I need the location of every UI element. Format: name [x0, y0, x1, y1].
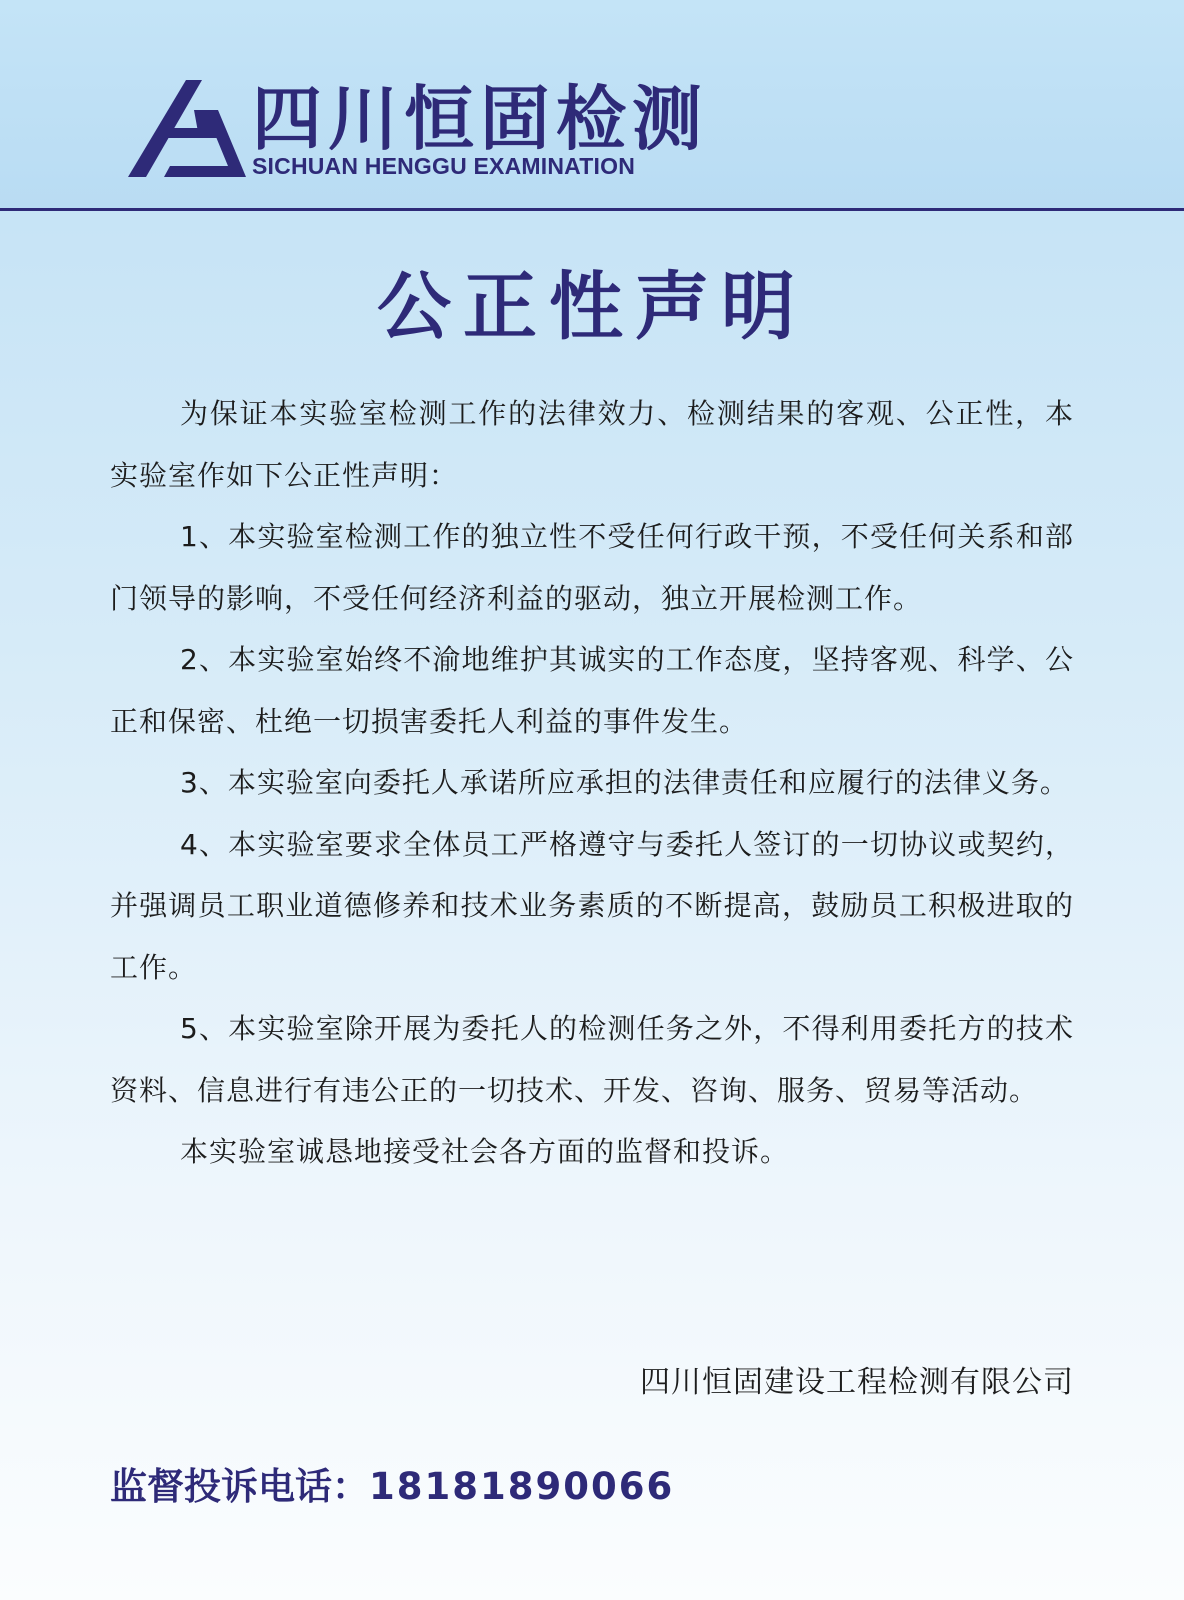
header-divider [0, 208, 1184, 211]
hg-logo-icon [128, 80, 246, 182]
intro-paragraph: 为保证本实验室检测工作的法律效力、检测结果的客观、公正性，本实验室作如下公正性声明： [110, 397, 1074, 492]
complaint-hotline [110, 1462, 674, 1512]
company-name-en: SICHUAN HENGGU EXAMINATION [252, 153, 636, 179]
statement-item: 5、本实验室除开展为委托人的检测任务之外，不得利用委托方的技术资料、信息进行有违公正的一切技术、开发、咨询、服务、贸易等活动。 [110, 1012, 1074, 1107]
statement-item: 2、本实验室始终不渝地维护其诚实的工作态度，坚持客观、科学、公正和保密、杜绝一切损害委托人利益的事件发生。 [110, 643, 1074, 738]
statement-item: 3、本实验室向委托人承诺所应承担的法律责任和应履行的法律义务。 [180, 766, 1069, 799]
document-title: 公正性声明 [377, 264, 807, 350]
closing-paragraph: 本实验室诚恳地接受社会各方面的监督和投诉。 [180, 1135, 790, 1168]
hotline-label: 监督投诉电话： [110, 1465, 369, 1508]
statement-body [110, 383, 1074, 1183]
company-signature: 四川恒固建设工程检测有限公司 [640, 1365, 1074, 1400]
hotline-number: 18181890066 [369, 1465, 675, 1508]
statement-item: 1、本实验室检测工作的独立性不受任何行政干预，不受任何关系和部门领导的影响，不受任何经济利益的驱动，独立开展检测工作。 [110, 520, 1074, 615]
company-name-cn: 四川恒固检测 [252, 78, 708, 160]
statement-item: 4、本实验室要求全体员工严格遵守与委托人签订的一切协议或契约，并强调员工职业道德修养和技术业务素质的不断提高，鼓励员工积极进取的工作。 [110, 827, 1074, 984]
